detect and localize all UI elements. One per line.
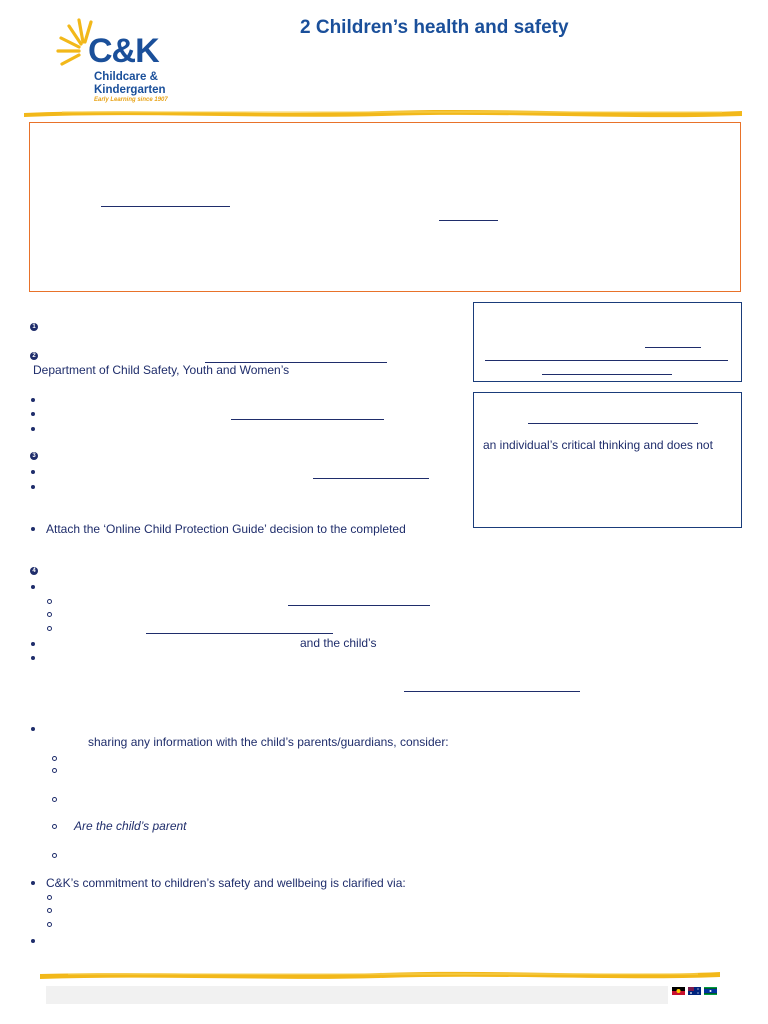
logo-line-1: Childcare & (94, 71, 158, 83)
summary-box (29, 122, 741, 292)
logo-tagline: Early Learning since 1907 (94, 97, 168, 103)
sub-bullet (47, 626, 52, 631)
sharing-info-text: sharing any information with the child’s parents/guardians, consider: (88, 735, 449, 749)
childs-text: and the child’s (300, 636, 377, 650)
link-underline[interactable] (542, 374, 672, 375)
sub-bullet (47, 908, 52, 913)
bullet (31, 727, 35, 731)
link-underline[interactable] (101, 206, 230, 207)
sub-bullet (47, 895, 52, 900)
sub-bullet (52, 824, 57, 829)
attach-guide-text: Attach the ‘Online Child Protection Guide’ decision to the completed (46, 522, 406, 536)
bullet (31, 427, 35, 431)
link-underline[interactable] (231, 419, 384, 420)
sub-bullet (47, 612, 52, 617)
page-title: 2 Children’s health and safety (300, 17, 569, 38)
link-underline[interactable] (288, 605, 430, 606)
step-number-1: 1 (30, 323, 38, 331)
parent-question-text: Are the child’s parent (74, 819, 187, 833)
bullet (31, 470, 35, 474)
link-underline[interactable] (528, 423, 698, 424)
bullet (31, 656, 35, 660)
bullet (31, 939, 35, 943)
bullet (31, 398, 35, 402)
sub-bullet (52, 768, 57, 773)
link-underline[interactable] (313, 478, 429, 479)
torres-strait-flag-icon (704, 987, 717, 995)
sub-bullet (52, 853, 57, 858)
sub-bullet (52, 756, 57, 761)
bullet (31, 412, 35, 416)
sub-bullet (47, 922, 52, 927)
aboriginal-flag-icon (672, 987, 685, 995)
bullet (31, 642, 35, 646)
sidebar-box-top (473, 302, 742, 382)
commitment-text: C&K’s commitment to children’s safety and wellbeing is clarified via: (46, 876, 406, 890)
department-text: Department of Child Safety, Youth and Women’s (33, 363, 290, 377)
sidebar-box-bottom (473, 392, 742, 528)
footer-brush-divider (38, 968, 722, 982)
logo-line-2: Kindergarten (94, 84, 166, 96)
link-underline[interactable] (645, 347, 701, 348)
step-number-4: 4 (30, 567, 38, 575)
brand-logo: C&K (88, 32, 159, 70)
sub-bullet (47, 599, 52, 604)
link-underline[interactable] (485, 360, 728, 361)
step-number-3: 3 (30, 452, 38, 460)
bullet (31, 527, 35, 531)
header-brush-divider (22, 106, 744, 120)
footer-bar (46, 986, 668, 1004)
step-number-2: 2 (30, 352, 38, 360)
sub-bullet (52, 797, 57, 802)
critical-thinking-text: an individual’s critical thinking and does not (483, 438, 713, 452)
australian-flag-icon (688, 987, 701, 995)
link-underline[interactable] (404, 691, 580, 692)
bullet (31, 485, 35, 489)
link-underline[interactable] (439, 220, 498, 221)
link-underline[interactable] (146, 633, 333, 634)
bullet (31, 881, 35, 885)
bullet (31, 585, 35, 589)
